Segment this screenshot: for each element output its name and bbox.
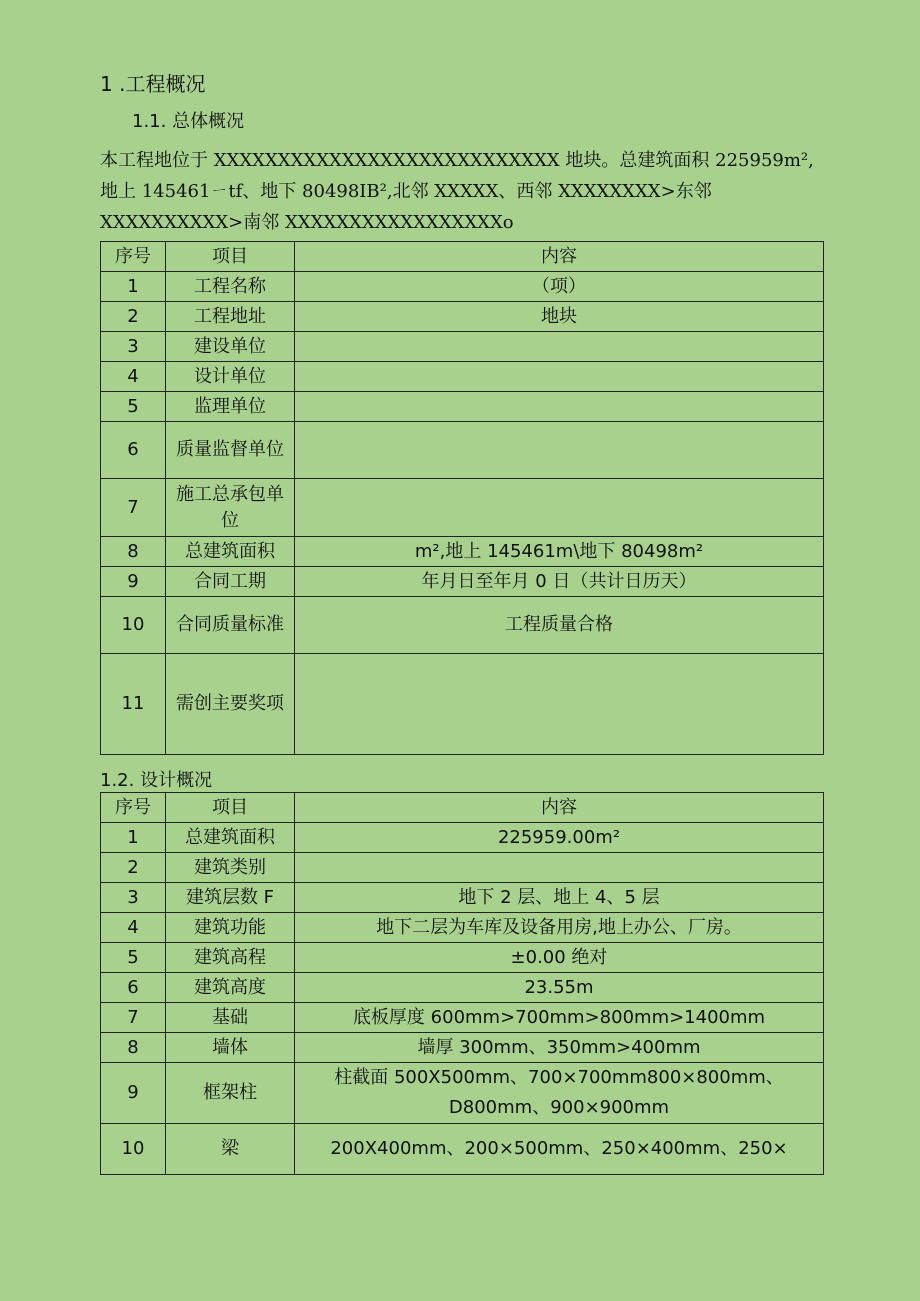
cell-content: 225959.00m² (295, 823, 824, 853)
cell-item: 质量监督单位 (166, 422, 295, 479)
cell-item: 建筑层数 F (166, 883, 295, 913)
cell-index: 2 (101, 853, 166, 883)
table-row (101, 567, 824, 597)
table-row (101, 1063, 824, 1124)
cell-content: （项） (295, 272, 824, 302)
table-row (101, 537, 824, 567)
header-cell-content: 内容 (295, 242, 824, 272)
subsection-heading-general-overview: 1.1. 总体概况 (132, 111, 245, 132)
cell-content: 地下二层为车库及设备用房,地上办公、厂房。 (295, 913, 824, 943)
table-row (101, 973, 824, 1003)
cell-index: 6 (101, 422, 166, 479)
cell-content (295, 853, 824, 883)
table-row (101, 302, 824, 332)
cell-item: 监理单位 (166, 392, 295, 422)
overview-paragraph: 本工程地位于 XXXXXXXXXXXXXXXXXXXXXXXXXXX 地块。总建筑面积 225959m²,地上 145461ㄧtf、地下 80498IB²,北邻 XXXXX、西邻 XXXXXXXX>东邻 XXXXXXXXXX>南邻 XXXXXXXXXXXXXXXXXo (100, 150, 814, 233)
cell-index: 7 (101, 1003, 166, 1033)
cell-content: 200X400mm、200×500mm、250×400mm、250× (295, 1124, 824, 1175)
table-row (101, 272, 824, 302)
table-row (101, 479, 824, 537)
cell-item: 基础 (166, 1003, 295, 1033)
table-row (101, 597, 824, 654)
cell-index: 3 (101, 332, 166, 362)
cell-index: 3 (101, 883, 166, 913)
table-row (101, 1124, 824, 1175)
cell-index: 10 (101, 1124, 166, 1175)
cell-item: 需创主要奖项 (166, 654, 295, 755)
general-overview-table (100, 241, 824, 755)
cell-item: 合同工期 (166, 567, 295, 597)
cell-index: 8 (101, 537, 166, 567)
table-row (101, 392, 824, 422)
cell-content: 底板厚度 600mm>700mm>800mm>1400mm (295, 1003, 824, 1033)
table-row (101, 654, 824, 755)
subsection-heading-design-overview: 1.2. 设计概况 (100, 770, 213, 791)
table-row (101, 332, 824, 362)
header-cell-index: 序号 (101, 793, 166, 823)
cell-item: 工程地址 (166, 302, 295, 332)
cell-index: 9 (101, 567, 166, 597)
cell-content (295, 422, 824, 479)
cell-content (295, 654, 824, 755)
table-row (101, 823, 824, 853)
table-row (101, 1003, 824, 1033)
cell-item: 建筑功能 (166, 913, 295, 943)
cell-content: m²,地上 145461m\地下 80498m² (295, 537, 824, 567)
cell-content (295, 332, 824, 362)
table-row (101, 1033, 824, 1063)
cell-content (295, 362, 824, 392)
table-row (101, 913, 824, 943)
cell-content: 墙厚 300mm、350mm>400mm (295, 1033, 824, 1063)
cell-item: 工程名称 (166, 272, 295, 302)
cell-content: 23.55m (295, 973, 824, 1003)
table-row (101, 422, 824, 479)
cell-index: 4 (101, 362, 166, 392)
section-heading-engineering-overview: 1 .工程概况 (100, 72, 206, 96)
cell-index: 11 (101, 654, 166, 755)
cell-item: 框架柱 (166, 1063, 295, 1124)
cell-index: 7 (101, 479, 166, 537)
cell-content (295, 479, 824, 537)
cell-index: 1 (101, 272, 166, 302)
cell-item: 梁 (166, 1124, 295, 1175)
cell-item: 建设单位 (166, 332, 295, 362)
cell-index: 4 (101, 913, 166, 943)
table-row (101, 853, 824, 883)
table-row (101, 883, 824, 913)
header-cell-index: 序号 (101, 242, 166, 272)
table-header-row (101, 793, 824, 823)
cell-item: 建筑类别 (166, 853, 295, 883)
cell-content: 柱截面 500X500mm、700×700mm800×800mm、D800mm、900×900mm (295, 1063, 824, 1124)
cell-item: 合同质量标准 (166, 597, 295, 654)
cell-item: 墙体 (166, 1033, 295, 1063)
cell-index: 8 (101, 1033, 166, 1063)
cell-item: 设计单位 (166, 362, 295, 392)
cell-content: ±0.00 绝对 (295, 943, 824, 973)
cell-content: 工程质量合格 (295, 597, 824, 654)
cell-item: 总建筑面积 (166, 537, 295, 567)
cell-item: 总建筑面积 (166, 823, 295, 853)
cell-item: 建筑高度 (166, 973, 295, 1003)
table-row (101, 362, 824, 392)
cell-index: 5 (101, 392, 166, 422)
cell-index: 5 (101, 943, 166, 973)
cell-index: 10 (101, 597, 166, 654)
cell-item: 建筑高程 (166, 943, 295, 973)
header-cell-item: 项目 (166, 793, 295, 823)
cell-index: 6 (101, 973, 166, 1003)
cell-index: 2 (101, 302, 166, 332)
table-row (101, 943, 824, 973)
cell-content: 地下 2 层、地上 4、5 层 (295, 883, 824, 913)
cell-content: 年月日至年月 0 日（共计日历天） (295, 567, 824, 597)
cell-content: 地块 (295, 302, 824, 332)
cell-content (295, 392, 824, 422)
design-overview-table (100, 792, 824, 1175)
table-header-row (101, 242, 824, 272)
cell-index: 9 (101, 1063, 166, 1124)
header-cell-content: 内容 (295, 793, 824, 823)
cell-index: 1 (101, 823, 166, 853)
header-cell-item: 项目 (166, 242, 295, 272)
cell-item: 施工总承包单位 (166, 479, 295, 537)
